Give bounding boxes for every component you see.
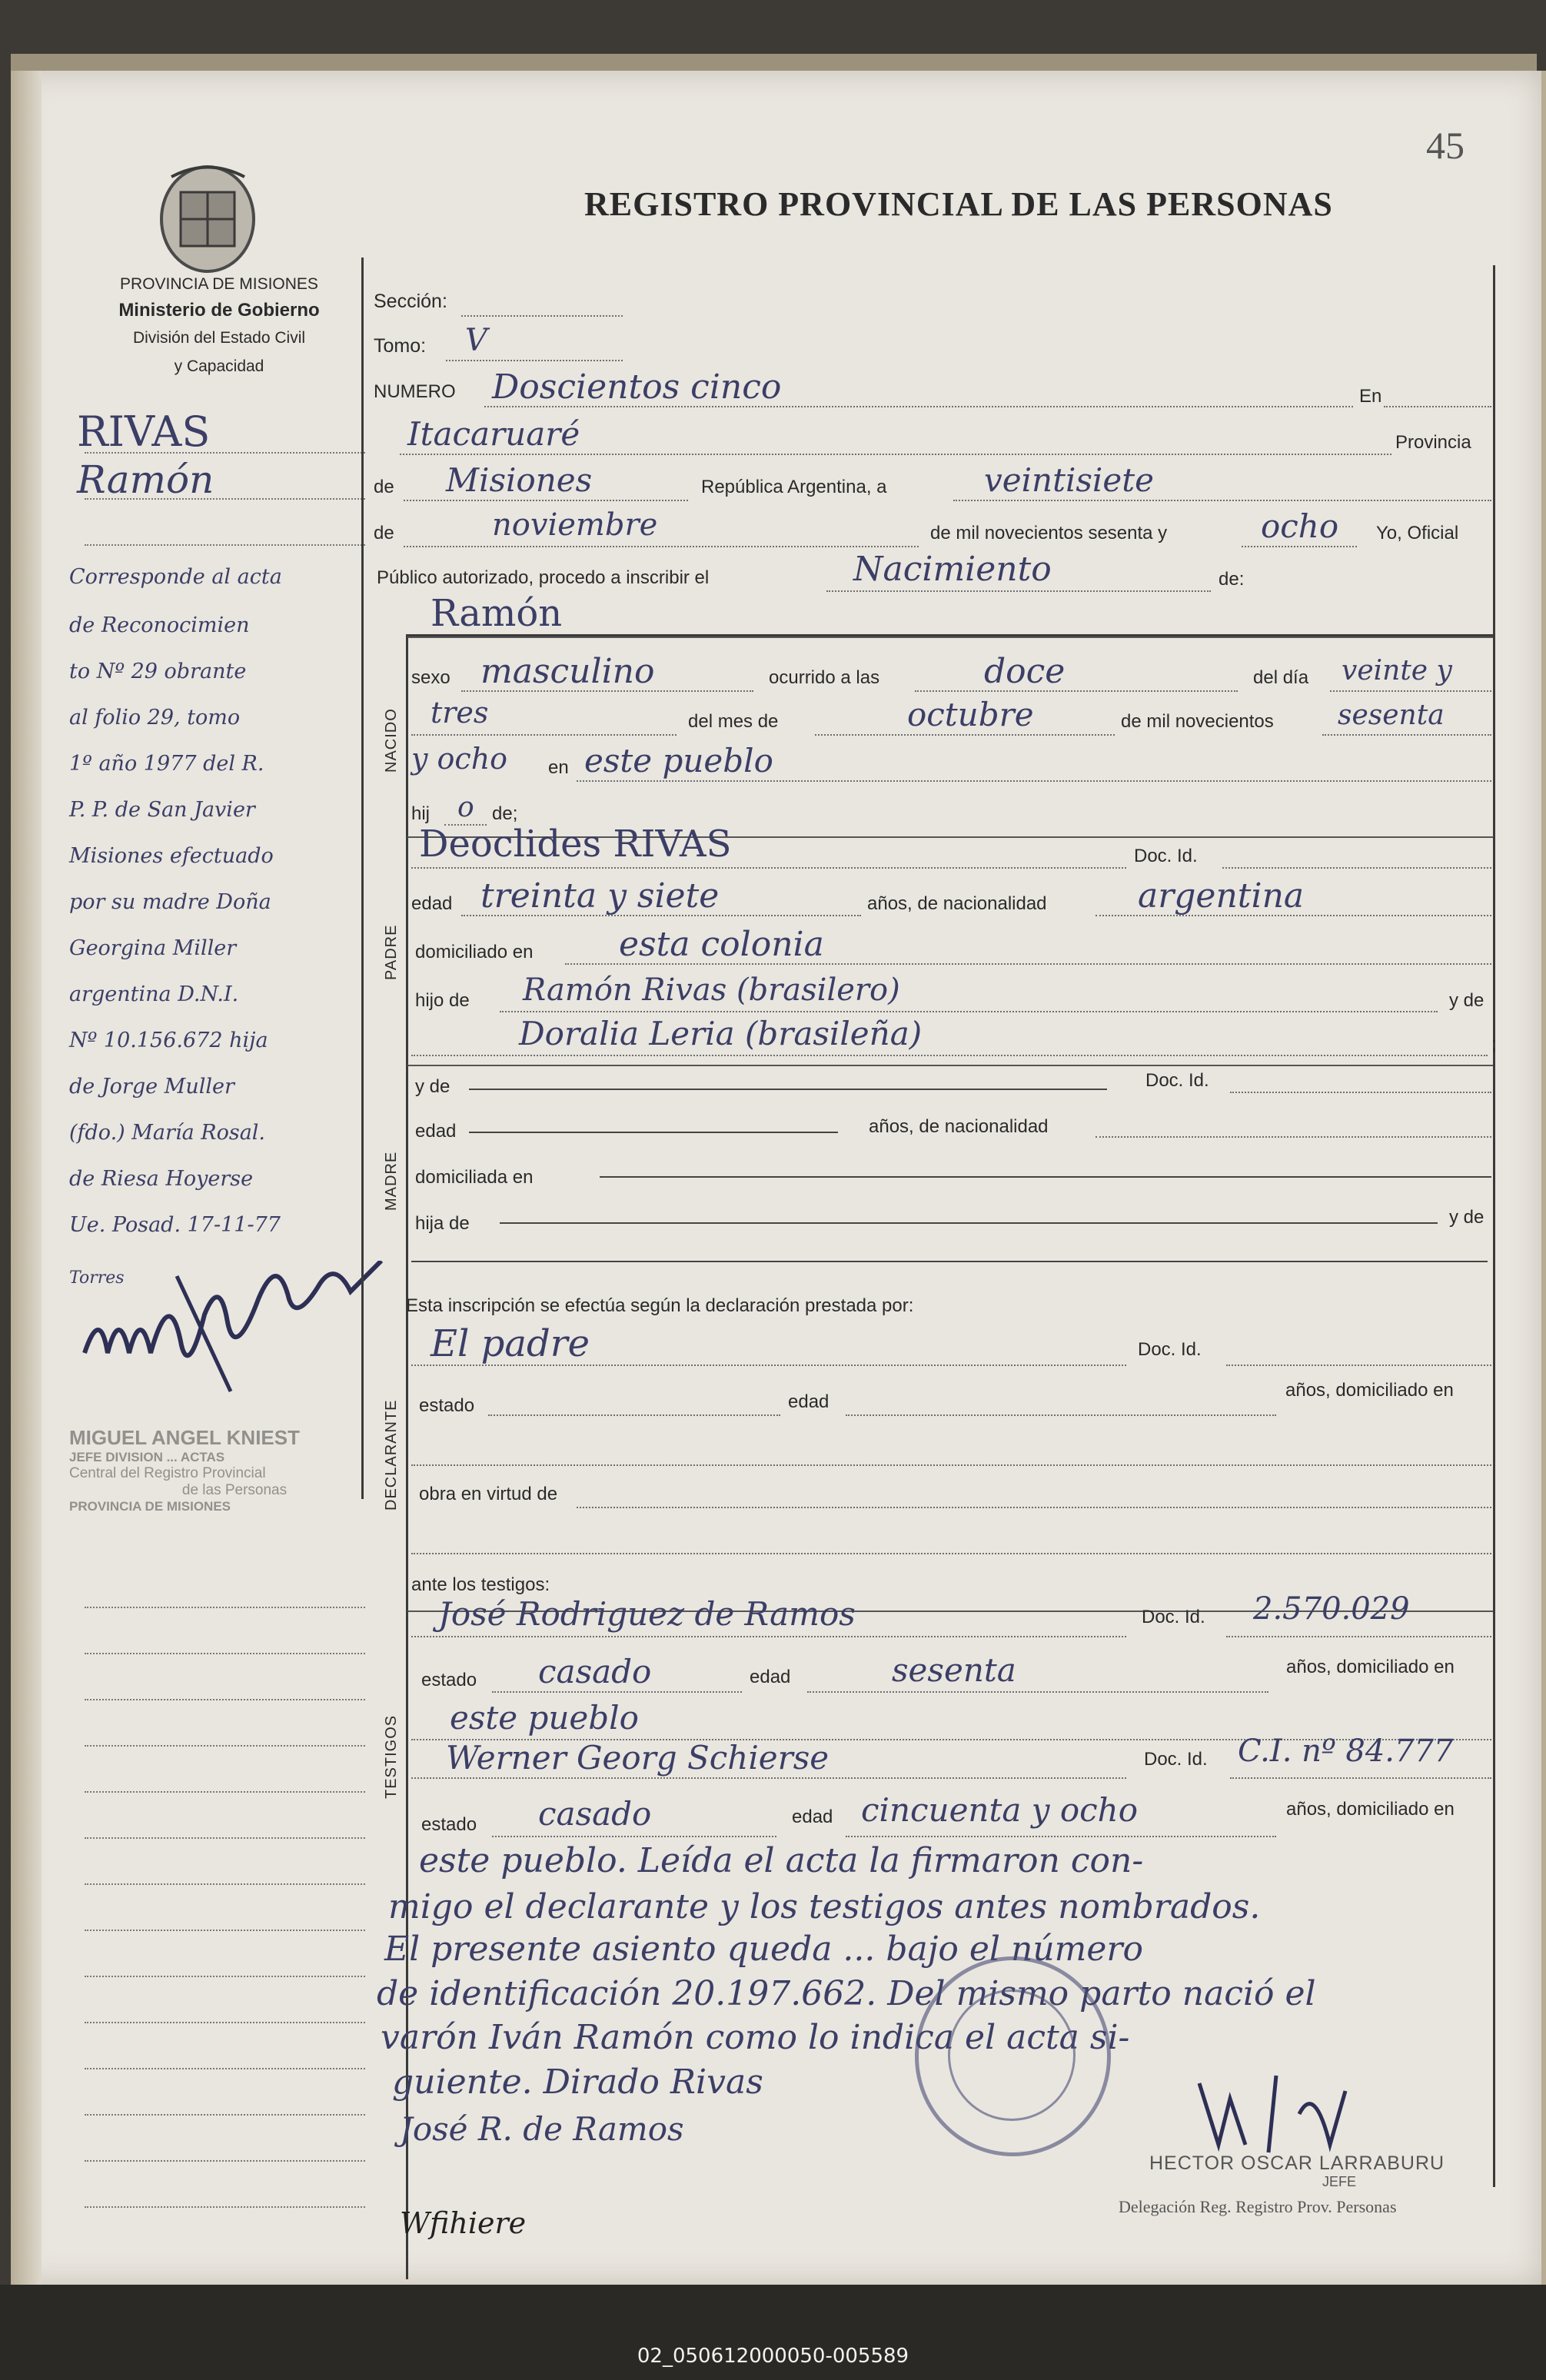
testigo1-doc-label: Doc. Id. xyxy=(1142,1607,1205,1627)
provincia-label: Provincia xyxy=(1395,432,1471,453)
testigo2-doc-label: Doc. Id. xyxy=(1144,1749,1208,1770)
mes-value: octubre xyxy=(907,696,1034,733)
right-frame xyxy=(1493,265,1495,2187)
anio-value-cont: y ocho xyxy=(411,742,508,776)
dia-cont-field xyxy=(411,734,677,736)
closing-line: migo el declarante y los testigos antes nombrados. xyxy=(388,1887,1261,1926)
padre-madre-value: Doralia Leria (brasileña) xyxy=(519,1015,923,1052)
margin-note-line: argentina D.N.I. xyxy=(69,982,239,1006)
sexo-field xyxy=(461,690,753,692)
de-label: de xyxy=(374,477,394,497)
localidad-value: Itacaruaré xyxy=(407,415,580,453)
oficial-label: Yo, Oficial xyxy=(1376,523,1459,543)
margin-line xyxy=(85,1653,365,1654)
margin-line xyxy=(85,544,365,546)
margin-line xyxy=(85,1699,365,1700)
semicolon: ; xyxy=(1491,1034,1497,1055)
declarante-doc-label: Doc. Id. xyxy=(1138,1339,1202,1360)
padre-nac-field xyxy=(1095,915,1491,916)
ocurrido-label: ocurrido a las xyxy=(769,667,880,688)
testigo1-edad-label: edad xyxy=(750,1667,791,1687)
declarante-dom-field xyxy=(411,1464,1491,1466)
closing-line: de identificación 20.197.662. Del mismo parto nació el xyxy=(377,1974,1316,2013)
tomo-field xyxy=(446,360,623,361)
margin-note-line: Ue. Posad. 17-11-77 xyxy=(69,1213,281,1237)
hij-label: hij xyxy=(411,803,431,824)
officer-office: Delegación Reg. Registro Prov. Personas xyxy=(1119,2197,1397,2216)
dia-value-cont: tres xyxy=(431,696,489,730)
testigo2-edad: cincuenta y ocho xyxy=(861,1791,1138,1829)
del-dia-label: del día xyxy=(1253,667,1309,688)
madre-yde-label: y de xyxy=(415,1076,451,1097)
margin-note-line: 1º año 1977 del R. xyxy=(69,752,264,776)
testigo1-estado-label: estado xyxy=(421,1670,477,1690)
mes-value: noviembre xyxy=(492,507,658,543)
padre-padre-value: Ramón Rivas (brasilero) xyxy=(523,972,900,1008)
madre-yde2-label: y de xyxy=(1449,1207,1484,1228)
republica-label: República Argentina, a xyxy=(701,477,887,497)
testigos-intro: ante los testigos: xyxy=(411,1574,550,1595)
hora-value: doce xyxy=(984,652,1066,691)
margin-line xyxy=(85,2114,365,2116)
margin-note-line: Georgina Miller xyxy=(69,936,237,960)
provincial-crest-icon xyxy=(156,161,260,277)
madre-hija-label: hija de xyxy=(415,1213,470,1234)
org-line-1: PROVINCIA DE MISIONES xyxy=(120,275,318,293)
madre-nombre-field xyxy=(469,1089,1107,1090)
margin-note-line: Nº 10.156.672 hija xyxy=(69,1029,268,1052)
margin-note-line: de Reconocimien xyxy=(69,613,250,637)
underline xyxy=(407,637,1493,638)
testigo1-nombre: José Rodriguez de Ramos xyxy=(438,1595,856,1633)
acto-value: Nacimiento xyxy=(853,550,1052,589)
padre-yde-label: y de xyxy=(1449,990,1484,1011)
section-label-declarante: DECLARANTE xyxy=(383,1399,400,1511)
dia-value: veinte y xyxy=(1342,655,1452,686)
margin-divider xyxy=(361,258,364,1499)
declarante-obra-field-2 xyxy=(411,1553,1491,1554)
padre-edad-value: treinta y siete xyxy=(480,876,720,916)
sexo-label: sexo xyxy=(411,667,451,688)
provincia-field xyxy=(404,500,688,501)
margin-signature xyxy=(77,1261,415,1418)
mil-label: de mil novecientos sesenta y xyxy=(930,523,1168,543)
testigo1-anios-label: años, domiciliado en xyxy=(1286,1657,1455,1677)
anio-field xyxy=(1242,546,1357,547)
testigo2-doc: C.I. nº 84.777 xyxy=(1238,1733,1454,1769)
madre-dom-label: domiciliada en xyxy=(415,1167,534,1188)
padre-hijo-label: hijo de xyxy=(415,990,470,1011)
sexo-value: masculino xyxy=(480,652,655,691)
closing-line: José R. de Ramos xyxy=(400,2110,684,2148)
testigo2-edad-label: edad xyxy=(792,1807,833,1827)
testigo2-estado: casado xyxy=(538,1795,652,1833)
margin-note-line: por su madre Doña xyxy=(69,890,271,914)
padre-nombre: Deoclides RIVAS xyxy=(419,823,732,866)
book-binding-left xyxy=(11,71,42,2285)
margin-note-line: (fdo.) María Rosal. xyxy=(69,1121,266,1145)
dia-field xyxy=(953,500,1491,501)
margin-note-line: P. P. de San Javier xyxy=(69,798,255,822)
madre-doc-label: Doc. Id. xyxy=(1145,1070,1209,1091)
margin-note-line: de Jorge Muller xyxy=(69,1075,234,1099)
lugar-field xyxy=(577,780,1491,782)
testigo1-estado-field xyxy=(492,1691,742,1693)
acto-field xyxy=(826,590,1211,592)
localidad-field xyxy=(400,454,1391,455)
margin-line xyxy=(85,2160,365,2162)
stamp-line: de las Personas xyxy=(181,1482,288,1498)
declarante-estado-label: estado xyxy=(419,1395,475,1416)
mil-label: de mil novecientos xyxy=(1121,711,1274,732)
anio-value: sesenta xyxy=(1338,700,1445,731)
declarante-doc-field xyxy=(1226,1365,1491,1366)
madre-nac-label: años, de nacionalidad xyxy=(869,1116,1049,1137)
org-line-4: y Capacidad xyxy=(174,357,264,375)
margin-line xyxy=(85,1976,365,1977)
hij-de-label: de; xyxy=(492,803,518,824)
margin-note-line: to Nº 29 obrante xyxy=(69,660,247,683)
section-rule xyxy=(407,1065,1493,1066)
margin-stamp xyxy=(69,1426,400,1514)
margin-line xyxy=(85,1607,365,1608)
mes-label: del mes de xyxy=(688,711,779,732)
tomo-label: Tomo: xyxy=(374,335,427,357)
provincia-value: Misiones xyxy=(446,461,593,499)
anio-value: ocho xyxy=(1261,507,1339,545)
padre-doc-field xyxy=(1222,867,1491,869)
padre-dom-value: esta colonia xyxy=(619,925,824,964)
margin-note-line: Corresponde al acta xyxy=(69,565,282,589)
testigo1-edad-field xyxy=(807,1691,1268,1693)
margin-note-line: de Riesa Hoyerse xyxy=(69,1167,254,1191)
tomo-value: V xyxy=(465,323,487,358)
declarante-anios-label: años, domiciliado en xyxy=(1285,1380,1454,1401)
margin-line xyxy=(85,452,365,454)
padre-edad-label: edad xyxy=(411,893,453,914)
page-number: 45 xyxy=(1426,124,1465,167)
en-label: En xyxy=(1359,386,1382,407)
testigo2-edad-field xyxy=(846,1836,1276,1837)
mes-field xyxy=(815,734,1115,736)
section-label-madre: MADRE xyxy=(383,1151,400,1211)
declarante-nombre: El padre xyxy=(431,1322,590,1365)
margin-line xyxy=(85,1837,365,1839)
bottom-signature: Wfihiere xyxy=(400,2206,527,2240)
declarante-intro: Esta inscripción se efectúa según la declaración prestada por: xyxy=(406,1295,914,1316)
margin-surname: RIVAS xyxy=(77,407,211,456)
dia-field xyxy=(1330,690,1491,692)
margin-line xyxy=(85,2022,365,2023)
officer-title: JEFE xyxy=(1322,2174,1357,2189)
madre-edad-label: edad xyxy=(415,1121,457,1142)
section-label-testigos: TESTIGOS xyxy=(383,1714,400,1799)
hora-field xyxy=(915,690,1238,692)
margin-line xyxy=(85,1883,365,1885)
de3-label: de: xyxy=(1219,569,1245,590)
closing-line: varón Iván Ramón como lo indica el acta si- xyxy=(381,2018,1130,2057)
margin-name: Ramón xyxy=(77,457,214,502)
page-title: REGISTRO PROVINCIAL DE LAS PERSONAS xyxy=(584,185,1333,223)
padre-dom-label: domiciliado en xyxy=(415,942,534,962)
mes-field xyxy=(404,546,919,547)
stamp-line: PROVINCIA DE MISIONES xyxy=(69,1499,231,1514)
testigo1-estado: casado xyxy=(538,1653,652,1690)
margin-line xyxy=(85,1791,365,1793)
testigo1-doc: 2.570.029 xyxy=(1253,1591,1410,1627)
madre-dom-field xyxy=(600,1176,1491,1178)
padre-nac-label: años, de nacionalidad xyxy=(867,893,1047,914)
padre-nac-value: argentina xyxy=(1138,876,1305,916)
testigo2-estado-label: estado xyxy=(421,1814,477,1835)
testigo2-anios-label: años, domiciliado en xyxy=(1286,1799,1455,1820)
officer-name: HECTOR OSCAR LARRABURU xyxy=(1149,2152,1445,2174)
numero-label: NUMERO xyxy=(374,381,456,402)
padre-padre-field xyxy=(500,1011,1438,1012)
en-label: en xyxy=(548,757,569,778)
padre-madre-field xyxy=(411,1055,1488,1056)
publico-label: Público autorizado, procedo a inscribir el xyxy=(377,567,710,588)
margin-line xyxy=(85,498,365,500)
nacido-nombre: Ramón xyxy=(431,592,563,635)
de2-label: de xyxy=(374,523,394,543)
org-line-3: División del Estado Civil xyxy=(132,329,306,347)
numero-value: Doscientos cinco xyxy=(492,367,782,407)
padre-dom-field xyxy=(565,963,1491,965)
declarante-edad-label: edad xyxy=(788,1391,830,1412)
madre-hija-field xyxy=(500,1222,1438,1224)
madre-doc-field xyxy=(1230,1092,1491,1093)
declarante-estado-field xyxy=(488,1414,780,1416)
testigo1-doc-field xyxy=(1226,1636,1491,1637)
margin-line xyxy=(85,2068,365,2069)
en-field xyxy=(1384,406,1491,407)
anio-field xyxy=(1322,734,1491,736)
margin-line xyxy=(85,2206,365,2208)
closing-line: este pueblo. Leída el acta la firmaron con- xyxy=(419,1841,1144,1880)
margin-note-line: Misiones efectuado xyxy=(69,844,274,868)
stamp-line: MIGUEL ANGEL KNIEST xyxy=(69,1426,300,1449)
numero-field xyxy=(484,406,1353,407)
madre-nac-field xyxy=(1095,1136,1491,1138)
stamp-line: JEFE DIVISION ... ACTAS xyxy=(69,1450,225,1464)
official-seal-stamp xyxy=(915,1956,1111,2156)
testigo2-nombre: Werner Georg Schierse xyxy=(446,1739,830,1777)
margin-note-line: Torres xyxy=(69,1268,125,1288)
margin-line xyxy=(85,1930,365,1931)
declarante-edad-field xyxy=(846,1414,1276,1416)
file-id-label: 02_050612000050-005589 xyxy=(637,2345,909,2368)
closing-line: guiente. Dirado Rivas xyxy=(392,2063,763,2102)
padre-nombre-field xyxy=(411,867,1126,869)
seccion-label: Sección: xyxy=(374,291,447,312)
testigo2-nombre-field xyxy=(411,1777,1126,1779)
testigo1-nombre-field xyxy=(411,1636,1126,1637)
testigo1-edad: sesenta xyxy=(892,1651,1016,1689)
padre-doc-label: Doc. Id. xyxy=(1134,846,1198,866)
org-line-2: Ministerio de Gobierno xyxy=(118,300,320,321)
madre-yde2-field xyxy=(411,1261,1488,1262)
seccion-field xyxy=(461,315,623,317)
hij-value: o xyxy=(457,792,474,823)
closing-line: El presente asiento queda ... bajo el número xyxy=(384,1930,1143,1969)
officer-signature xyxy=(1184,2068,1384,2164)
declarante-obra-label: obra en virtud de xyxy=(419,1484,558,1504)
testigo1-dom: este pueblo xyxy=(450,1699,639,1737)
section-label-nacido: NACIDO xyxy=(383,708,400,773)
dia-value: veintisiete xyxy=(984,461,1154,499)
stamp-line: Central del Registro Provincial xyxy=(69,1465,266,1481)
declarante-nombre-field xyxy=(411,1365,1126,1366)
declarante-obra-field xyxy=(577,1507,1491,1508)
testigo2-doc-field xyxy=(1230,1777,1491,1779)
section-label-padre: PADRE xyxy=(383,924,400,980)
margin-note-line: al folio 29, tomo xyxy=(69,706,241,730)
margin-line xyxy=(85,1745,365,1747)
lugar-value: este pueblo xyxy=(584,742,773,779)
testigo2-estado-field xyxy=(492,1836,776,1837)
padre-edad-field xyxy=(461,915,861,916)
madre-edad-field xyxy=(469,1132,838,1133)
